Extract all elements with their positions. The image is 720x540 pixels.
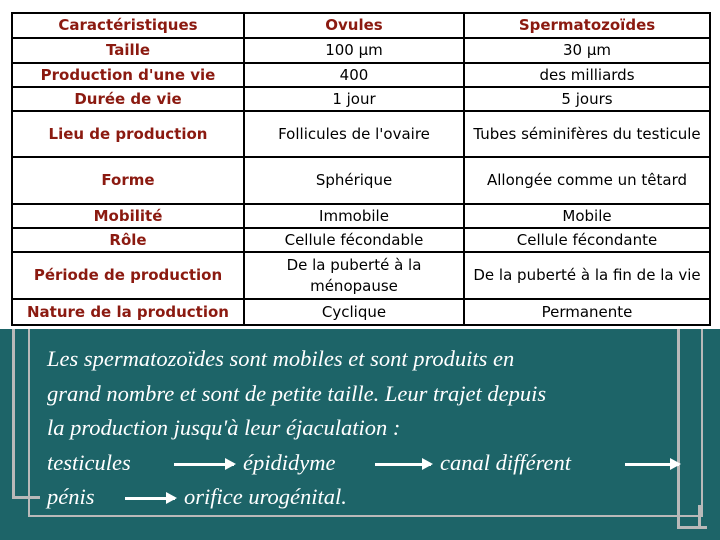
table-row [12, 228, 710, 252]
header-caracteristiques: Caractéristiques [12, 13, 244, 38]
table-row [12, 204, 710, 228]
row-label: Lieu de production [12, 111, 244, 157]
right-arrow-icon [125, 497, 175, 500]
path-step-epididyme: épididyme [243, 449, 336, 475]
spermatozoides-cell: 5 jours [464, 87, 710, 111]
table-row [12, 63, 710, 87]
row-label: Période de production [12, 252, 244, 299]
ovules-cell: Sphérique [244, 157, 464, 204]
table-row [12, 157, 710, 204]
right-arrow-icon [625, 463, 679, 466]
frame-bottom-outer [12, 496, 40, 499]
spermatozoides-cell: Allongée comme un têtard [464, 157, 710, 204]
row-label: Taille [12, 38, 244, 63]
frame-left-inner [28, 329, 30, 517]
frame-bottom-inner [28, 515, 702, 517]
ovules-cell: 1 jour [244, 87, 464, 111]
spermatozoides-cell: Cellule fécondante [464, 228, 710, 252]
header-ovules: Ovules [244, 13, 464, 38]
caption-line: Les spermatozoïdes sont mobiles et sont produits en [47, 346, 515, 371]
path-step-orifice: orifice urogénital. [184, 484, 347, 509]
header-spermatozoides: Spermatozoïdes [464, 13, 710, 38]
row-label: Durée de vie [12, 87, 244, 111]
caption-line: grand nombre et sont de petite taille. Leur trajet depuis [47, 380, 547, 406]
right-arrow-icon [375, 463, 431, 466]
ovules-cell: Cyclique [244, 299, 464, 325]
ovules-cell: 100 µm [244, 38, 464, 63]
table-row [12, 87, 710, 111]
spermatozoides-cell: Mobile [464, 204, 710, 228]
path-step-penis: pénis [47, 484, 95, 509]
spermatozoides-cell: Permanente [464, 299, 710, 325]
pathway-line [47, 446, 707, 481]
table-row [12, 38, 710, 63]
spermatozoides-cell: Tubes séminifères du testicule [464, 111, 710, 157]
spermatozoides-cell: des milliards [464, 63, 710, 87]
ovules-cell: Follicules de l'ovaire [244, 111, 464, 157]
row-label: Production d'une vie [12, 63, 244, 87]
row-label: Mobilité [12, 204, 244, 228]
row-label: Rôle [12, 228, 244, 252]
frame-right-bottom [677, 526, 707, 529]
ovules-cell: De la puberté à la ménopause [244, 252, 464, 299]
pathway-line [47, 480, 707, 515]
comparison-table-container [11, 12, 709, 324]
ovules-cell: Immobile [244, 204, 464, 228]
path-step-testicules: testicules [47, 449, 131, 475]
caption-text [47, 342, 707, 515]
table-row [12, 111, 710, 157]
table-row [12, 252, 710, 299]
caption-line: la production jusqu'à leur éjaculation : [47, 415, 401, 440]
path-step-canal: canal différent [440, 449, 572, 475]
frame-left-outer [12, 329, 15, 499]
spermatozoides-cell: De la puberté à la fin de la vie [464, 252, 710, 299]
table-header-row [12, 13, 710, 38]
spermatozoides-cell: 30 µm [464, 38, 710, 63]
ovules-cell: Cellule fécondable [244, 228, 464, 252]
ovules-cell: 400 [244, 63, 464, 87]
table-row [12, 299, 710, 325]
row-label: Nature de la production [12, 299, 244, 325]
row-label: Forme [12, 157, 244, 204]
comparison-table [11, 12, 711, 326]
right-arrow-icon [174, 463, 234, 466]
